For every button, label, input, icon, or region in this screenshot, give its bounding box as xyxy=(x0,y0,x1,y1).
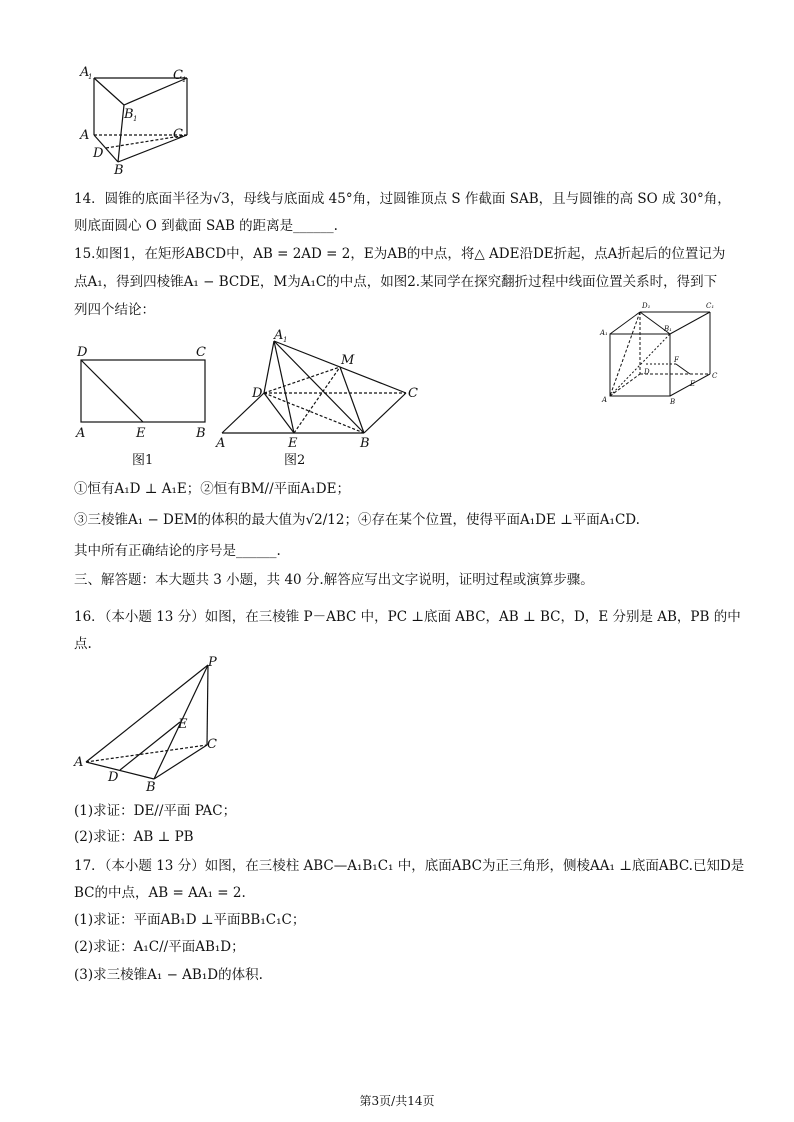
q15-line1: 15.如图1，在矩形ABCD中，AB = 2AD = 2，E为AB的中点，将△ ADE沿DE折起，点A折起后的位置记为 xyxy=(74,246,726,262)
cube-label-e: E xyxy=(690,380,696,388)
q15-answer-blank: 其中所有正确结论的序号是______. xyxy=(74,543,281,559)
fig2-label-d: D xyxy=(252,386,263,401)
q15-conclusions-1: ①恒有A₁D ⊥ A₁E；②恒有BM//平面A₁DE； xyxy=(74,481,350,497)
q16-label-p: P xyxy=(208,655,217,670)
fig1-caption: 图1 xyxy=(132,453,154,468)
fig1-label-e: E xyxy=(136,426,146,441)
prism-label-c1: C xyxy=(173,68,183,83)
prism-label-c: C xyxy=(173,127,183,142)
fig2-label-b: B xyxy=(360,436,370,451)
prism-label-a1: A xyxy=(80,65,90,80)
cube-label-b: B xyxy=(670,398,676,406)
fig2-label-a1-sub: 1 xyxy=(283,336,288,344)
cube-label-d: D xyxy=(644,368,650,376)
cube-label-c: C xyxy=(712,372,718,380)
q14-line2: 则底面圆心 O 到截面 SAB 的距离是______. xyxy=(74,218,338,234)
q16-part2: (2)求证：AB ⊥ PB xyxy=(74,829,194,845)
q17-line1: 17．（本小题 13 分）如图，在三棱柱 ABC—A₁B₁C₁ 中，底面ABC为正三角形，侧棱AA₁ ⊥底面ABC.已知D是 xyxy=(74,858,745,874)
prism-label-a: A xyxy=(80,128,90,143)
q16-line2: 点. xyxy=(74,636,92,652)
q17-line2: BC的中点，AB = AA₁ = 2. xyxy=(74,885,246,901)
cube-label-c1: C₁ xyxy=(706,302,715,310)
fig1-label-b: B xyxy=(196,426,206,441)
q16-label-b: B xyxy=(146,780,156,795)
figure-2-diagram xyxy=(212,325,432,470)
q16-label-e: E xyxy=(178,717,188,732)
figure-2 xyxy=(212,325,432,474)
cube-label-a1: A₁ xyxy=(600,329,608,337)
prism-label-c1-sub: 1 xyxy=(182,76,187,84)
section-3-heading: 三、解答题：本大题共 3 小题，共 40 分.解答应写出文字说明，证明过程或演算步骤。 xyxy=(74,572,594,588)
prism-label-b1-sub: 1 xyxy=(133,115,138,123)
q15-line3: 列四个结论： xyxy=(74,302,155,318)
cube-label-d1: D₁ xyxy=(642,302,651,310)
prism-figure xyxy=(74,60,204,178)
prism-diagram xyxy=(74,60,204,178)
q16-label-d: D xyxy=(108,770,119,785)
fig1-label-a: A xyxy=(76,426,86,441)
q16-line1: 16．（本小题 13 分）如图，在三棱锥 P－ABC 中，PC ⊥底面 ABC，AB ⊥ BC，D，E 分别是 AB，PB 的中 xyxy=(74,609,741,625)
q16-part1: (1)求证：DE//平面 PAC； xyxy=(74,803,237,819)
q16-label-a: A xyxy=(74,755,84,770)
fig1-label-c: C xyxy=(196,345,206,360)
q16-label-c: C xyxy=(207,737,217,752)
cube-label-b1: B₁ xyxy=(664,325,672,333)
prism-label-a1-sub: 1 xyxy=(88,73,93,81)
fig2-label-m: M xyxy=(341,353,355,368)
q15-line2: 点A₁，得到四棱锥A₁ − BCDE，M为A₁C的中点，如图2.某同学在探究翻折过程中线面位置关系时，得到下 xyxy=(74,274,718,290)
q17-part1: (1)求证：平面AB₁D ⊥平面BB₁C₁C； xyxy=(74,912,306,928)
q17-part3: (3)求三棱锥A₁ − AB₁D的体积. xyxy=(74,967,263,983)
fig2-label-e: E xyxy=(288,436,298,451)
q16-tetrahedron-diagram xyxy=(74,655,234,800)
prism-label-b1: B xyxy=(124,107,134,122)
prism-label-b: B xyxy=(114,163,124,178)
fig2-label-c: C xyxy=(408,386,418,401)
cube-label-f: F xyxy=(674,356,679,364)
q15-conclusions-2: ③三棱锥A₁ − DEM的体积的最大值为√2/12；④存在某个位置，使得平面A₁DE ⊥平面A₁CD. xyxy=(74,512,640,528)
fig2-label-a1: A xyxy=(274,328,284,343)
cube-diagram xyxy=(598,298,728,408)
figure-1-diagram xyxy=(74,340,214,470)
fig1-label-d: D xyxy=(77,345,88,360)
prism-label-d: D xyxy=(93,146,104,161)
page-footer: 第3页/共14页 xyxy=(359,1094,435,1108)
q16-figure xyxy=(74,655,234,804)
fig2-label-a: A xyxy=(216,436,226,451)
q17-part2: (2)求证：A₁C//平面AB₁D； xyxy=(74,939,245,955)
cube-label-a: A xyxy=(602,396,608,404)
q14-line1: 14．圆锥的底面半径为√3，母线与底面成 45°角，过圆锥顶点 S 作截面 SAB，且与圆锥的高 SO 成 30°角， xyxy=(74,191,731,207)
cube-figure xyxy=(598,298,728,412)
fig2-caption: 图2 xyxy=(284,453,306,468)
figure-1 xyxy=(74,340,214,474)
